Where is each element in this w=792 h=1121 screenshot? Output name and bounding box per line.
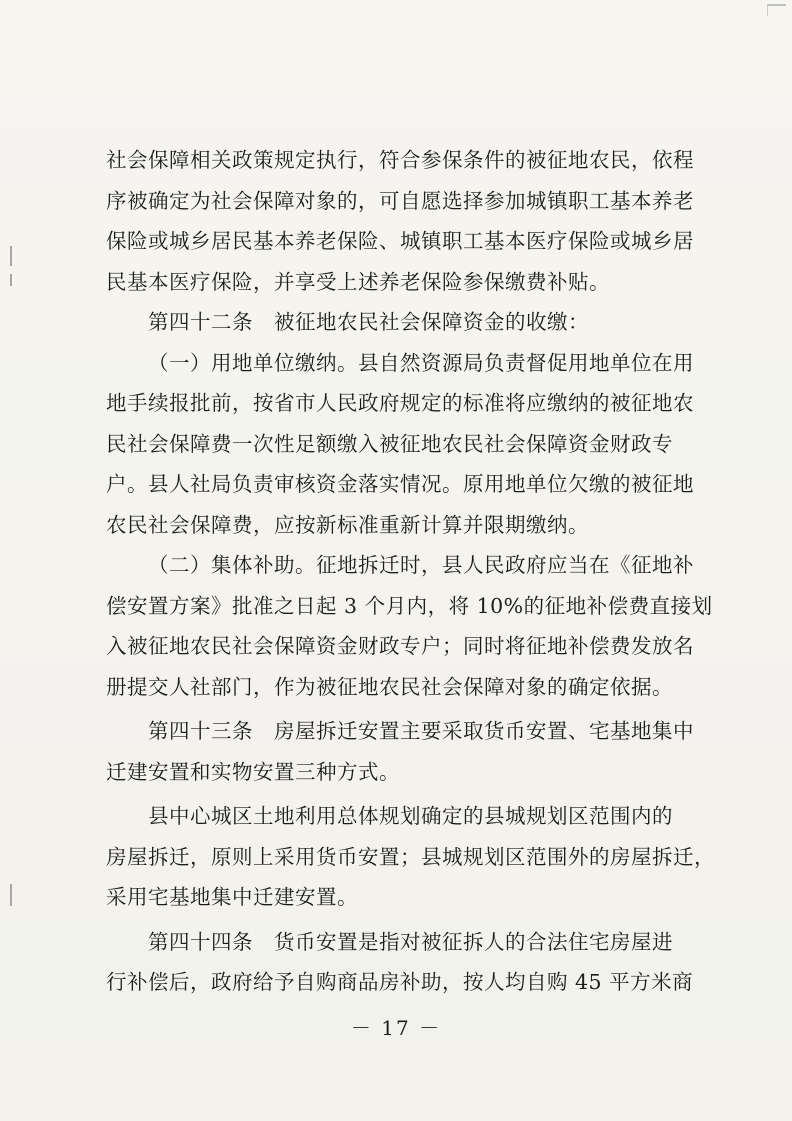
- text-line: 册提交人社部门，作为被征地农民社会保障对象的确定依据。: [106, 674, 673, 699]
- binding-hole-mark: [10, 274, 12, 286]
- text-line: 农民社会保障费，应按新标准重新计算并限期缴纳。: [106, 512, 589, 537]
- text-line: 县中心城区土地利用总体规划确定的县城规划区范围内的: [148, 804, 673, 828]
- document-body: [106, 140, 715, 1003]
- article-heading-44: 第四十四条 货币安置是指对被征拆人的合法住宅房屋进: [148, 929, 673, 954]
- text-line: （一）用地单位缴纳。县自然资源局负责督促用地单位在用: [148, 350, 694, 375]
- text-line: 社会保障相关政策规定执行，符合参保条件的被征地农民，依程: [106, 148, 694, 172]
- binding-hole-mark: [10, 246, 12, 266]
- text-line: 迁建安置和实物安置三种方式。: [106, 759, 400, 784]
- text-line: 保险或城乡居民基本养老保险、城镇职工基本医疗保险或城乡居: [106, 229, 694, 253]
- text-line: （二）集体补助。征地拆迁时，县人民政府应当在《征地补: [148, 553, 694, 577]
- text-line: 偿安置方案》批准之日起 3 个月内，将 10%的征地补偿费直接划: [106, 593, 713, 618]
- text-line: 入被征地农民社会保障资金财政专户；同时将征地补偿费发放名: [106, 634, 694, 658]
- text-line: 地手续报批前，按省市人民政府规定的标准将应缴纳的被征地农: [106, 391, 694, 415]
- text-line: 序被确定为社会保障对象的，可自愿选择参加城镇职工基本养老: [106, 188, 694, 213]
- article-heading-42: 第四十二条 被征地农民社会保障资金的收缴：: [148, 310, 589, 334]
- page-number: － 17 －: [350, 1016, 442, 1040]
- text-line: 户。县人社局负责审核资金落实情况。原用地单位欠缴的被征地: [106, 472, 694, 496]
- text-line: 采用宅基地集中迁建安置。: [106, 885, 358, 909]
- scan-corner-mark: [767, 4, 786, 16]
- text-line: 民社会保障费一次性足额缴入被征地农民社会保障资金财政专: [106, 431, 673, 456]
- text-line: 民基本医疗保险，并享受上述养老保险参保缴费补贴。: [106, 269, 610, 294]
- binding-hole-mark: [10, 884, 12, 906]
- text-line: 房屋拆迁，原则上采用货币安置；县城规划区范围外的房屋拆迁，: [106, 844, 715, 869]
- text-line: 行补偿后，政府给予自购商品房补助，按人均自购 45 平方米商: [106, 970, 694, 994]
- article-heading-43: 第四十三条 房屋拆迁安置主要采取货币安置、宅基地集中: [148, 719, 694, 743]
